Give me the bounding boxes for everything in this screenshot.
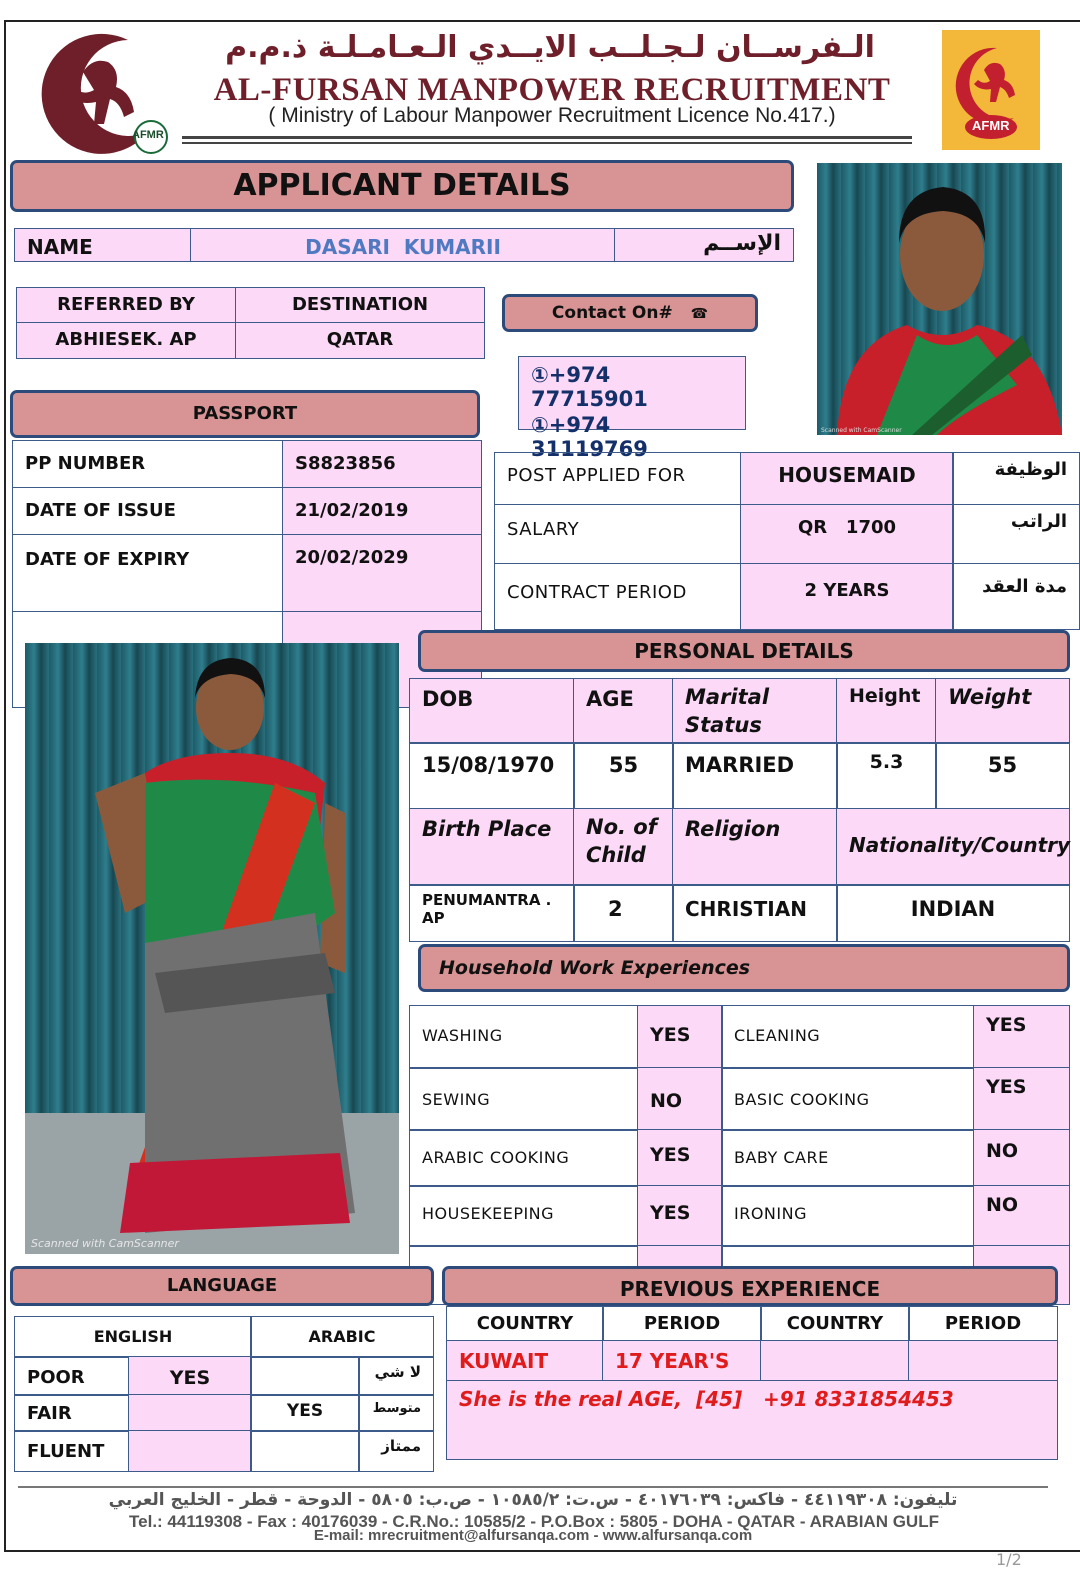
passport-title: PASSPORT <box>10 390 480 438</box>
date-of-expiry-label: DATE OF EXPIRY <box>12 534 284 612</box>
contact-phone-2[interactable]: ①+974 31119769 <box>531 413 648 461</box>
date-of-expiry-value: 20/02/2029 <box>282 534 482 612</box>
fair-arabic-value: YES <box>250 1394 360 1432</box>
language-table <box>14 1316 434 1472</box>
cleaning-value: YES <box>973 1005 1070 1069</box>
contract-period-label-arabic: مدة العقد <box>952 563 1080 630</box>
personal-table <box>409 678 1070 942</box>
washing-value: YES <box>637 1005 723 1069</box>
fair-label-arabic: متوسط <box>358 1394 434 1432</box>
period-header-2: PERIOD <box>908 1306 1058 1342</box>
company-arabic-name: الـفرســان لـجـلــب الايــدي الـعـامـلـة ذ.م.م <box>225 30 875 65</box>
header-rule-1 <box>182 136 912 139</box>
fair-english-value <box>128 1394 252 1432</box>
arabic-header: ARABIC <box>250 1316 434 1358</box>
applicant-details-title: APPLICANT DETAILS <box>10 160 794 212</box>
country-header-1: COUNTRY <box>446 1306 604 1342</box>
header-rule-2 <box>182 142 912 144</box>
left-logo-text: AFMR <box>132 129 164 141</box>
fluent-arabic-value <box>250 1430 360 1472</box>
pp-number-value: S8823856 <box>282 440 482 488</box>
religion-value: CHRISTIAN <box>672 884 838 942</box>
nationality-value: INDIAN <box>836 884 1070 942</box>
previous-experience-title: PREVIOUS EXPERIENCE <box>442 1266 1058 1306</box>
referred-by-value: ABHIESEK. AP <box>16 322 236 359</box>
applicant-full-photo <box>25 643 399 1254</box>
previous-note: She is the real AGE, [45] +91 8331854453 <box>446 1380 1058 1460</box>
contact-label: Contact On# <box>551 303 673 323</box>
post-applied-value: HOUSEMAID <box>740 452 954 505</box>
licence-text: ( Ministry of Labour Manpower Recruitment Licence No.417.) <box>268 104 836 127</box>
page-number: 1/2 <box>996 1550 1022 1569</box>
age-value: 55 <box>573 742 674 810</box>
job-table <box>494 452 1080 630</box>
left-logo <box>28 32 178 154</box>
contract-period-value: 2 YEARS <box>740 563 954 630</box>
cleaning-label: CLEANING <box>721 1005 975 1069</box>
salary-label-arabic: الراتب <box>952 504 1080 564</box>
salary-label: SALARY <box>494 504 742 564</box>
poor-arabic-value <box>250 1356 360 1396</box>
date-of-issue-label: DATE OF ISSUE <box>12 487 284 535</box>
baby-care-label: BABY CARE <box>721 1129 975 1187</box>
birth-place-header: Birth Place <box>409 808 575 886</box>
company-name: AL-FURSAN MANPOWER RECRUITMENT <box>213 72 891 108</box>
weight-header: Weight <box>935 678 1070 744</box>
household-title <box>418 944 1070 992</box>
arabic-cooking-label: ARABIC COOKING <box>409 1129 639 1187</box>
name-label-arabic: الإســم <box>614 228 794 262</box>
contract-period-label: CONTRACT PERIOD <box>494 563 742 630</box>
name-value: DASARI KUMARII <box>190 228 616 262</box>
destination-label: DESTINATION <box>235 287 485 323</box>
baby-care-value: NO <box>973 1129 1070 1187</box>
housekeeping-value: YES <box>637 1185 723 1247</box>
height-header: Height <box>836 678 937 744</box>
applicant-portrait-photo <box>817 163 1062 435</box>
period-header-1: PERIOD <box>602 1306 762 1342</box>
footer-english: Tel.: 44119308 - Fax : 40176039 - C.R.No.: 10585/2 - P.O.Box : 5805 - DOHA - QATAR - ARABIAN GULF <box>129 1512 939 1531</box>
fluent-label: FLUENT <box>14 1430 130 1472</box>
poor-label-arabic: لا شي <box>358 1356 434 1396</box>
language-title: LANGUAGE <box>10 1266 434 1306</box>
footer-email: E-mail: mrecruitment@alfursanqa.com - www.alfursanqa.com <box>313 1527 753 1544</box>
right-logo-text: AFMR <box>972 118 1010 133</box>
footer-arabic: تليفون: ٤٤١١٩٣٠٨ - فاكس: ٤٠١٧٦٠٣٩ - س.ت: ١٠٥٨٥/٢ - ص.ب: ٥٨٠٥ - الدوحة - قطر - الخليج العربي <box>108 1490 958 1510</box>
height-value: 5.3 <box>836 742 937 810</box>
post-applied-label: POST APPLIED FOR <box>494 452 742 505</box>
date-of-issue-value: 21/02/2019 <box>282 487 482 535</box>
no-of-child-header: No. of Child <box>573 808 674 886</box>
pp-number-label: PP NUMBER <box>12 440 284 488</box>
footer-rule <box>18 1486 1048 1488</box>
portrait-scan-caption: Scanned with CamScanner <box>821 427 902 434</box>
contact-box <box>518 356 746 461</box>
country-header-2: COUNTRY <box>760 1306 910 1342</box>
sewing-value: NO <box>637 1067 723 1131</box>
marital-status-header: Marital Status <box>672 678 838 744</box>
previous-period-empty <box>908 1340 1058 1382</box>
sewing-label: SEWING <box>409 1067 639 1131</box>
fluent-label-arabic: ممتاز <box>358 1430 434 1472</box>
english-header: ENGLISH <box>14 1316 252 1358</box>
poor-label: POOR <box>14 1356 130 1396</box>
contact-phone-1[interactable]: ①+974 77715901 <box>531 363 648 411</box>
age-header: AGE <box>573 678 674 744</box>
fair-label: FAIR <box>14 1394 130 1432</box>
dob-header: DOB <box>409 678 575 744</box>
ironing-value: NO <box>973 1185 1070 1247</box>
nationality-header: Nationality/Country <box>836 808 1070 886</box>
arabic-cooking-value: YES <box>637 1129 723 1187</box>
dob-value: 15/08/1970 <box>409 742 575 810</box>
name-label: NAME <box>14 228 192 262</box>
weight-value: 55 <box>935 742 1070 810</box>
previous-country-value: KUWAIT <box>446 1340 604 1382</box>
personal-details-title: PERSONAL DETAILS <box>418 630 1070 672</box>
salary-value: QR 1700 <box>740 504 954 564</box>
no-of-child-value: 2 <box>573 884 674 942</box>
birth-place-value: PENUMANTRA . AP <box>409 884 575 942</box>
contact-label-band <box>502 294 758 332</box>
destination-value: QATAR <box>235 322 485 359</box>
religion-header: Religion <box>672 808 838 886</box>
housekeeping-label: HOUSEKEEPING <box>409 1185 639 1247</box>
previous-experience-table <box>446 1306 1058 1460</box>
washing-label: WASHING <box>409 1005 639 1069</box>
household-table <box>409 1005 1070 1305</box>
phone-icon: ☎ <box>690 306 709 322</box>
basic-cooking-label: BASIC COOKING <box>721 1067 975 1131</box>
poor-english-value: YES <box>128 1356 252 1396</box>
referred-by-label: REFERRED BY <box>16 287 236 323</box>
previous-country-empty <box>760 1340 910 1382</box>
household-title-text: Household Work Experiences <box>439 957 751 979</box>
post-applied-label-arabic: الوظيفة <box>952 452 1080 505</box>
right-logo <box>942 30 1040 150</box>
previous-period-value: 17 YEAR'S <box>602 1340 762 1382</box>
fluent-english-value <box>128 1430 252 1472</box>
full-photo-scan-caption: Scanned with CamScanner <box>31 1237 179 1250</box>
marital-status-value: MARRIED <box>672 742 838 810</box>
ironing-label: IRONING <box>721 1185 975 1247</box>
basic-cooking-value: YES <box>973 1067 1070 1131</box>
